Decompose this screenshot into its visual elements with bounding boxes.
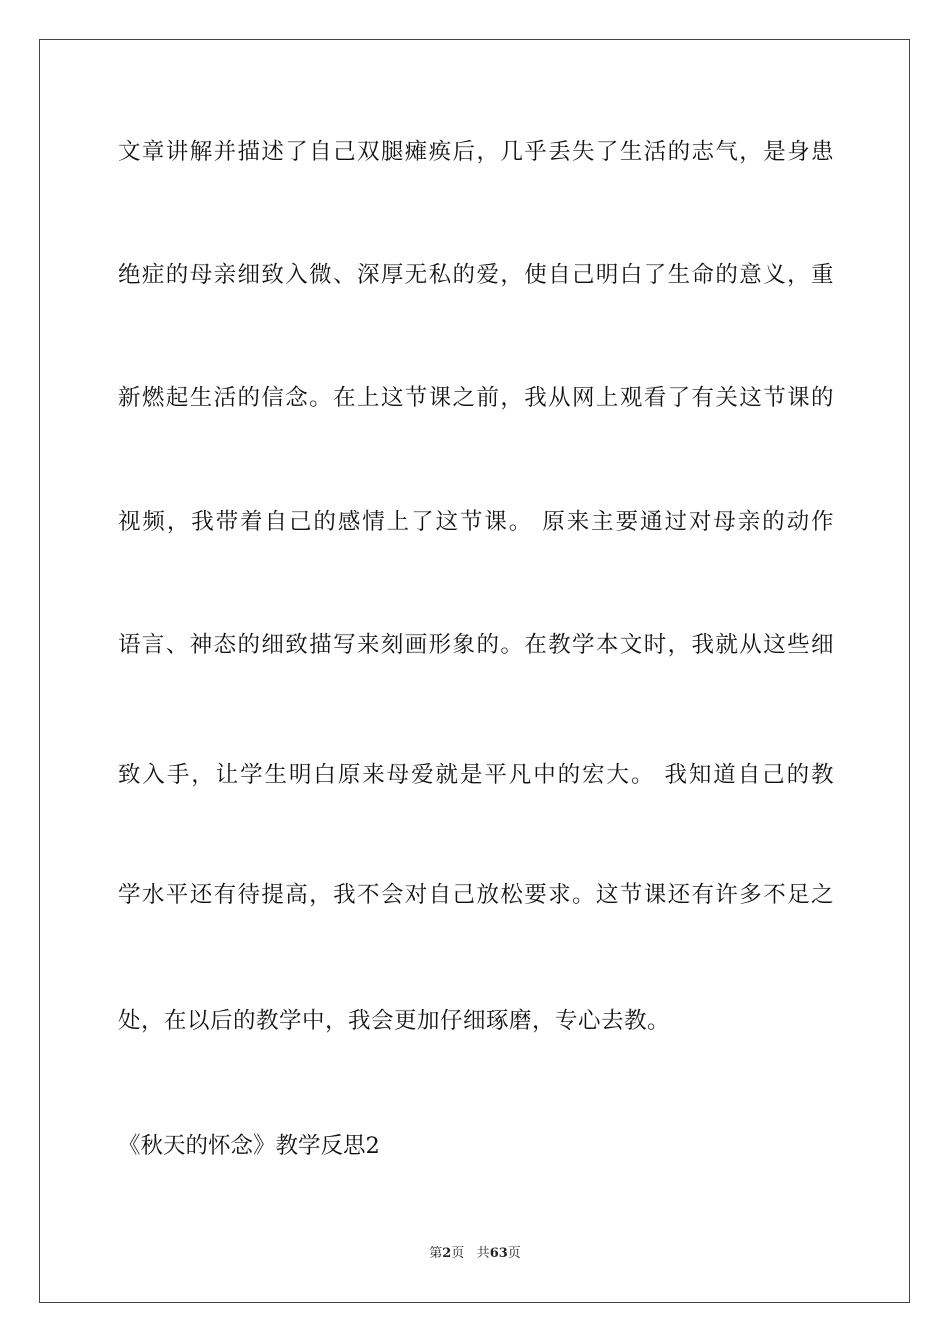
total-pages: 63: [489, 1246, 508, 1261]
body-text-line: 视频，我带着自己的感情上了这节课。 原来主要通过对母亲的动作: [118, 509, 834, 535]
body-text-line: 文章讲解并描述了自己双腿瘫痪后，几乎丢失了生活的志气，是身患: [118, 139, 834, 165]
body-text-line: 绝症的母亲细致入微、深厚无私的爱，使自己明白了生命的意义，重: [118, 262, 834, 288]
page-footer: [0, 1247, 950, 1260]
total-prefix: 共: [476, 1246, 490, 1261]
body-text-line: 学水平还有待提高，我不会对自己放松要求。这节课还有许多不足之: [118, 882, 834, 908]
page-frame: [39, 39, 910, 1303]
body-text-line: 致入手，让学生明白原来母爱就是平凡中的宏大。 我知道自己的教: [118, 762, 834, 788]
page-prefix: 第: [429, 1246, 443, 1261]
page-suffix: 页: [451, 1246, 465, 1261]
total-suffix: 页: [507, 1246, 521, 1261]
section-heading: 《秋天的怀念》教学反思2: [118, 1133, 380, 1159]
page-number: 2: [442, 1246, 452, 1261]
body-text-line: 处，在以后的教学中，我会更加仔细琢磨，专心去教。: [118, 1008, 671, 1034]
body-text-line: 语言、神态的细致描写来刻画形象的。在教学本文时，我就从这些细: [118, 632, 834, 658]
body-text-line: 新燃起生活的信念。在上这节课之前，我从网上观看了有关这节课的: [118, 385, 834, 411]
